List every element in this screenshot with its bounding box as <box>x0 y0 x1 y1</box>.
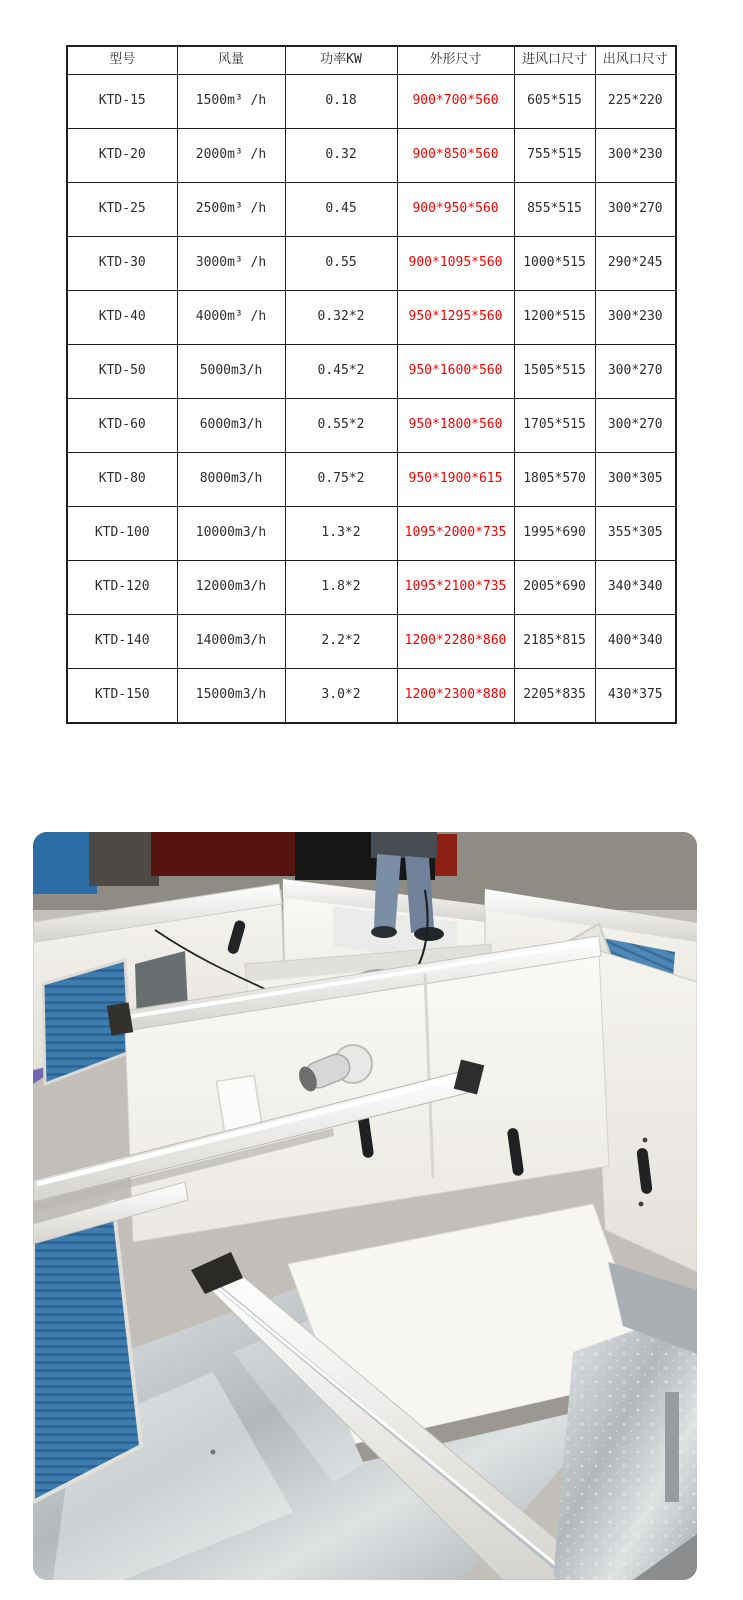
cell-airflow: 8000m3/h <box>177 453 285 507</box>
table-row <box>67 615 676 669</box>
table-row <box>67 345 676 399</box>
cell-outlet-size: 300*230 <box>595 291 676 345</box>
cell-airflow: 14000m3/h <box>177 615 285 669</box>
shelf-leg <box>665 1392 679 1502</box>
header-row <box>67 46 676 75</box>
cell-outlet-size: 300*230 <box>595 129 676 183</box>
cell-outer-dimensions: 950*1800*560 <box>397 399 514 453</box>
cell-model: KTD-120 <box>67 561 177 615</box>
product-photo <box>33 832 697 1580</box>
cell-inlet-size: 2185*815 <box>514 615 595 669</box>
cell-inlet-size: 1505*515 <box>514 345 595 399</box>
cell-model: KTD-150 <box>67 669 177 724</box>
factory-photo-illustration <box>33 832 697 1580</box>
table-row <box>67 561 676 615</box>
cell-inlet-size: 1200*515 <box>514 291 595 345</box>
cell-outlet-size: 300*270 <box>595 399 676 453</box>
cell-outer-dimensions: 900*850*560 <box>397 129 514 183</box>
cell-power: 0.45*2 <box>285 345 397 399</box>
table-row <box>67 291 676 345</box>
table-row <box>67 183 676 237</box>
cell-outer-dimensions: 1200*2300*880 <box>397 669 514 724</box>
cell-power: 0.55 <box>285 237 397 291</box>
cell-inlet-size: 855*515 <box>514 183 595 237</box>
cell-outer-dimensions: 1095*2000*735 <box>397 507 514 561</box>
cell-airflow: 6000m3/h <box>177 399 285 453</box>
cell-airflow: 3000m³ /h <box>177 237 285 291</box>
col-header-model: 型号 <box>67 46 177 75</box>
cell-outer-dimensions: 900*950*560 <box>397 183 514 237</box>
worker-shoe <box>371 926 397 938</box>
cell-inlet-size: 605*515 <box>514 75 595 129</box>
cell-inlet-size: 1805*570 <box>514 453 595 507</box>
cell-outlet-size: 355*305 <box>595 507 676 561</box>
cell-power: 0.18 <box>285 75 397 129</box>
cell-inlet-size: 1000*515 <box>514 237 595 291</box>
right-side-panel <box>591 948 697 1272</box>
corner-bracket <box>107 1002 133 1035</box>
cell-inlet-size: 1995*690 <box>514 507 595 561</box>
cell-power: 0.45 <box>285 183 397 237</box>
col-header-inlet-size: 进风口尺寸 <box>514 46 595 75</box>
table-row <box>67 507 676 561</box>
cell-airflow: 2500m³ /h <box>177 183 285 237</box>
cell-model: KTD-20 <box>67 129 177 183</box>
cell-outer-dimensions: 1200*2280*860 <box>397 615 514 669</box>
cell-outer-dimensions: 950*1295*560 <box>397 291 514 345</box>
table-row <box>67 399 676 453</box>
cell-model: KTD-80 <box>67 453 177 507</box>
cell-airflow: 2000m³ /h <box>177 129 285 183</box>
cell-power: 3.0*2 <box>285 669 397 724</box>
cell-model: KTD-100 <box>67 507 177 561</box>
table-row <box>67 669 676 724</box>
cell-model: KTD-60 <box>67 399 177 453</box>
cell-airflow: 15000m3/h <box>177 669 285 724</box>
spec-table-body <box>67 75 676 724</box>
cell-outer-dimensions: 900*1095*560 <box>397 237 514 291</box>
cell-power: 2.2*2 <box>285 615 397 669</box>
table-row <box>67 237 676 291</box>
cell-power: 1.3*2 <box>285 507 397 561</box>
spec-table <box>66 45 677 724</box>
cell-airflow: 5000m3/h <box>177 345 285 399</box>
cell-power: 0.32 <box>285 129 397 183</box>
cell-inlet-size: 1705*515 <box>514 399 595 453</box>
cell-outlet-size: 225*220 <box>595 75 676 129</box>
cell-outlet-size: 430*375 <box>595 669 676 724</box>
cell-outlet-size: 300*270 <box>595 183 676 237</box>
cell-airflow: 4000m³ /h <box>177 291 285 345</box>
cell-outer-dimensions: 1095*2100*735 <box>397 561 514 615</box>
cell-model: KTD-40 <box>67 291 177 345</box>
cell-power: 0.75*2 <box>285 453 397 507</box>
cell-outlet-size: 290*245 <box>595 237 676 291</box>
cell-outlet-size: 300*270 <box>595 345 676 399</box>
cell-outlet-size: 340*340 <box>595 561 676 615</box>
cell-airflow: 1500m³ /h <box>177 75 285 129</box>
col-header-airflow: 风量 <box>177 46 285 75</box>
col-header-outlet-size: 出风口尺寸 <box>595 46 676 75</box>
table-row <box>67 453 676 507</box>
cell-model: KTD-30 <box>67 237 177 291</box>
cell-inlet-size: 755*515 <box>514 129 595 183</box>
cell-model: KTD-50 <box>67 345 177 399</box>
table-row <box>67 129 676 183</box>
worker-shoe <box>414 927 444 941</box>
cell-outlet-size: 300*305 <box>595 453 676 507</box>
col-header-outer-dimensions: 外形尺寸 <box>397 46 514 75</box>
cell-inlet-size: 2205*835 <box>514 669 595 724</box>
cell-outer-dimensions: 950*1600*560 <box>397 345 514 399</box>
table-row <box>67 75 676 129</box>
spec-table-header <box>67 46 676 75</box>
cell-power: 0.32*2 <box>285 291 397 345</box>
worker-torso <box>371 832 437 858</box>
cell-model: KTD-15 <box>67 75 177 129</box>
col-header-power: 功率KW <box>285 46 397 75</box>
red-machine <box>151 832 301 876</box>
cell-outer-dimensions: 900*700*560 <box>397 75 514 129</box>
cell-power: 1.8*2 <box>285 561 397 615</box>
cell-model: KTD-25 <box>67 183 177 237</box>
cell-power: 0.55*2 <box>285 399 397 453</box>
cell-airflow: 12000m3/h <box>177 561 285 615</box>
blue-machine <box>33 832 97 894</box>
cell-outer-dimensions: 950*1900*615 <box>397 453 514 507</box>
cell-airflow: 10000m3/h <box>177 507 285 561</box>
cell-outlet-size: 400*340 <box>595 615 676 669</box>
cell-model: KTD-140 <box>67 615 177 669</box>
cell-inlet-size: 2005*690 <box>514 561 595 615</box>
